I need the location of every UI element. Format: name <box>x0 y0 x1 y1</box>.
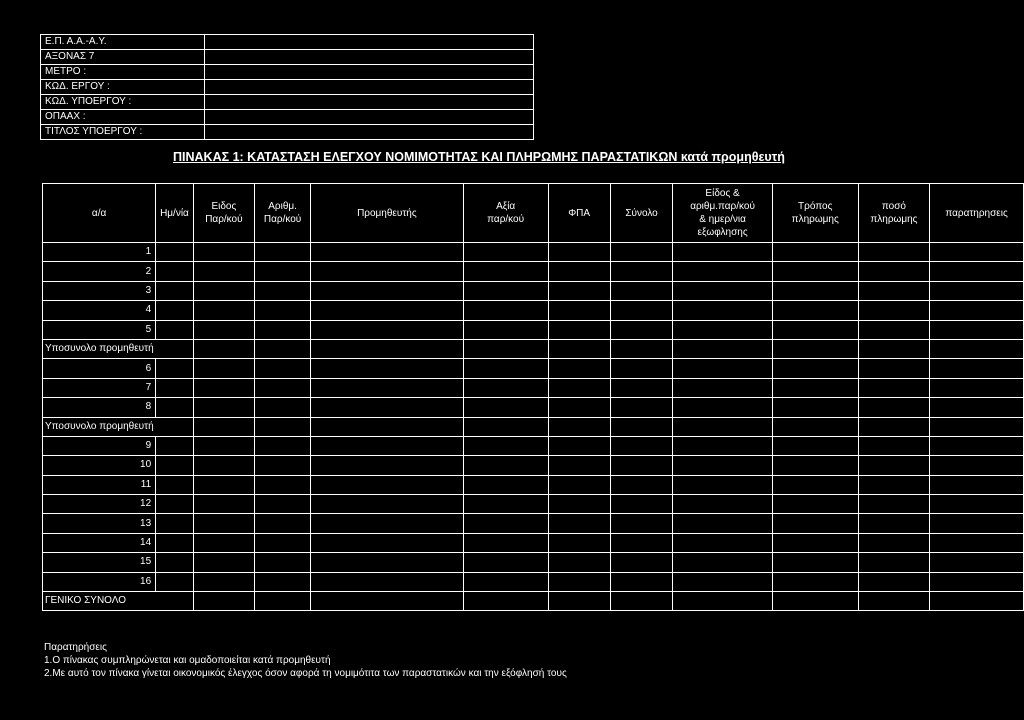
table-cell <box>156 378 194 397</box>
header-info-row <box>41 125 534 140</box>
column-header: Αξία παρ/κού <box>463 184 548 243</box>
header-info-value <box>205 35 534 50</box>
table-cell <box>610 417 673 436</box>
subtotal-row <box>43 339 1024 358</box>
table-cell <box>858 592 929 611</box>
table-cell <box>772 281 858 300</box>
table-cell <box>548 475 610 494</box>
notes-heading: Παρατηρήσεις <box>44 642 107 653</box>
table-cell <box>156 281 194 300</box>
column-header: Ειδος Παρ/κού <box>193 184 254 243</box>
table-cell <box>610 339 673 358</box>
table-cell <box>548 572 610 591</box>
table-cell <box>610 495 673 514</box>
table-row <box>43 398 1024 417</box>
table-cell <box>255 339 311 358</box>
table-cell <box>673 533 772 552</box>
row-number: 8 <box>43 398 156 417</box>
table-cell <box>156 533 194 552</box>
table-cell <box>156 417 194 436</box>
table-cell <box>255 533 311 552</box>
table-cell <box>311 243 464 262</box>
table-cell <box>930 475 1024 494</box>
header-info-row <box>41 35 534 50</box>
table-cell <box>772 456 858 475</box>
table-cell <box>858 398 929 417</box>
notes-section <box>44 641 567 680</box>
table-cell <box>463 378 548 397</box>
table-cell <box>255 592 311 611</box>
header-info-value <box>205 80 534 95</box>
table-cell <box>930 301 1024 320</box>
table-cell <box>255 281 311 300</box>
table-cell <box>673 359 772 378</box>
table-cell <box>463 417 548 436</box>
header-info-label: ΚΩΔ. ΕΡΓΟΥ : <box>41 80 205 95</box>
table-cell <box>156 514 194 533</box>
table-cell <box>610 592 673 611</box>
table-cell <box>548 301 610 320</box>
table-cell <box>156 456 194 475</box>
table-cell <box>193 436 254 455</box>
table-cell <box>311 417 464 436</box>
column-header: παρατηρησεις <box>930 184 1024 243</box>
table-cell <box>930 533 1024 552</box>
table-cell <box>772 514 858 533</box>
table-cell <box>156 436 194 455</box>
table-cell <box>772 243 858 262</box>
subtotal-row <box>43 592 1024 611</box>
row-number: 13 <box>43 514 156 533</box>
table-cell <box>255 553 311 572</box>
table-cell <box>930 378 1024 397</box>
table-cell <box>311 301 464 320</box>
table-cell <box>548 495 610 514</box>
header-info-value <box>205 95 534 110</box>
table-cell <box>772 398 858 417</box>
table-cell <box>772 572 858 591</box>
table-cell <box>858 553 929 572</box>
header-info-value <box>205 110 534 125</box>
table-cell <box>673 572 772 591</box>
table-cell <box>193 301 254 320</box>
table-cell <box>156 359 194 378</box>
table-cell <box>772 339 858 358</box>
table-cell <box>673 378 772 397</box>
table-cell <box>930 417 1024 436</box>
table-cell <box>156 572 194 591</box>
table-cell <box>673 475 772 494</box>
table-cell <box>772 475 858 494</box>
table-cell <box>463 339 548 358</box>
table-cell <box>858 378 929 397</box>
table-row <box>43 262 1024 281</box>
table-cell <box>858 495 929 514</box>
table-cell <box>858 339 929 358</box>
table-row <box>43 243 1024 262</box>
table-cell <box>548 262 610 281</box>
table-cell <box>463 533 548 552</box>
table-cell <box>311 398 464 417</box>
table-cell <box>193 514 254 533</box>
table-cell <box>548 592 610 611</box>
table-cell <box>255 572 311 591</box>
table-cell <box>930 456 1024 475</box>
table-row <box>43 301 1024 320</box>
table-cell <box>858 572 929 591</box>
row-number: 5 <box>43 320 156 339</box>
table-cell <box>548 378 610 397</box>
column-header: Προμηθευτής <box>311 184 464 243</box>
table-cell <box>463 495 548 514</box>
table-cell <box>930 320 1024 339</box>
row-number: 7 <box>43 378 156 397</box>
table-cell <box>311 262 464 281</box>
table-cell <box>673 281 772 300</box>
table-cell <box>193 592 254 611</box>
subtotal-row <box>43 417 1024 436</box>
header-info-label: ΤΙΤΛΟΣ ΥΠΟΕΡΓΟΥ : <box>41 125 205 140</box>
table-cell <box>610 378 673 397</box>
table-cell <box>610 514 673 533</box>
table-cell <box>610 572 673 591</box>
table-cell <box>548 533 610 552</box>
table-row <box>43 495 1024 514</box>
table-cell <box>463 553 548 572</box>
table-cell <box>156 495 194 514</box>
table-cell <box>772 417 858 436</box>
table-cell <box>858 514 929 533</box>
table-cell <box>156 398 194 417</box>
table-row <box>43 553 1024 572</box>
table-cell <box>673 243 772 262</box>
table-cell <box>673 495 772 514</box>
table-cell <box>156 301 194 320</box>
table-cell <box>156 320 194 339</box>
table-cell <box>610 456 673 475</box>
table-cell <box>772 320 858 339</box>
header-info-row <box>41 95 534 110</box>
table-cell <box>772 495 858 514</box>
table-cell <box>930 281 1024 300</box>
table-cell <box>463 592 548 611</box>
table-cell <box>548 436 610 455</box>
table-cell <box>858 475 929 494</box>
table-cell <box>548 243 610 262</box>
table-cell <box>255 359 311 378</box>
table-cell <box>673 553 772 572</box>
table-cell <box>193 398 254 417</box>
table-cell <box>193 281 254 300</box>
table-cell <box>311 514 464 533</box>
table-cell <box>548 320 610 339</box>
table-cell <box>193 456 254 475</box>
table-cell <box>255 262 311 281</box>
table-cell <box>930 359 1024 378</box>
table-cell <box>463 436 548 455</box>
table-cell <box>156 475 194 494</box>
header-info-label: ΜΕΤΡΟ : <box>41 65 205 80</box>
table-cell <box>463 281 548 300</box>
table-cell <box>193 320 254 339</box>
table-cell <box>610 359 673 378</box>
table-row <box>43 281 1024 300</box>
table-cell <box>463 301 548 320</box>
table-cell <box>930 592 1024 611</box>
header-info-label: ΑΞΟΝΑΣ 7 <box>41 50 205 65</box>
table-cell <box>858 301 929 320</box>
table-cell <box>156 592 194 611</box>
table-cell <box>858 417 929 436</box>
table-cell <box>156 243 194 262</box>
note-line-1: 1.Ο πίνακας συμπληρώνεται και ομαδοποιείται κατά προμηθευτή <box>44 655 331 666</box>
table-row <box>43 475 1024 494</box>
table-cell <box>311 436 464 455</box>
column-header: ποσό πληρωμης <box>858 184 929 243</box>
table-cell <box>673 339 772 358</box>
table-cell <box>255 475 311 494</box>
table-cell <box>193 243 254 262</box>
table-cell <box>673 301 772 320</box>
table-cell <box>463 572 548 591</box>
header-info-label: ΟΠΑΑΧ : <box>41 110 205 125</box>
table-cell <box>610 243 673 262</box>
column-header: Σύνολο <box>610 184 673 243</box>
header-info-value <box>205 50 534 65</box>
table-cell <box>548 514 610 533</box>
table-cell <box>772 378 858 397</box>
header-info-value <box>205 65 534 80</box>
table-cell <box>673 417 772 436</box>
status-table <box>42 183 1024 611</box>
table-cell <box>311 320 464 339</box>
column-header: α/α <box>43 184 156 243</box>
table-row <box>43 359 1024 378</box>
table-cell <box>193 553 254 572</box>
table-cell <box>255 417 311 436</box>
table-cell <box>311 495 464 514</box>
table-cell <box>463 456 548 475</box>
table-cell <box>548 281 610 300</box>
table-row <box>43 436 1024 455</box>
table-row <box>43 320 1024 339</box>
table-cell <box>548 417 610 436</box>
table-cell <box>930 514 1024 533</box>
table-cell <box>930 495 1024 514</box>
table-cell <box>463 475 548 494</box>
table-cell <box>311 592 464 611</box>
table-cell <box>463 398 548 417</box>
table-cell <box>772 592 858 611</box>
table-cell <box>311 475 464 494</box>
column-header: Αριθμ. Παρ/κού <box>255 184 311 243</box>
table-cell <box>673 320 772 339</box>
header-info-row <box>41 50 534 65</box>
column-header: Ημ/νία <box>156 184 194 243</box>
table-cell <box>610 301 673 320</box>
table-cell <box>255 301 311 320</box>
table-cell <box>193 533 254 552</box>
row-number: 15 <box>43 553 156 572</box>
table-cell <box>548 456 610 475</box>
header-info-row <box>41 80 534 95</box>
table-cell <box>193 495 254 514</box>
header-info-row <box>41 65 534 80</box>
table-cell <box>463 243 548 262</box>
table-cell <box>193 262 254 281</box>
table-cell <box>930 398 1024 417</box>
table-cell <box>311 533 464 552</box>
header-info-value <box>205 125 534 140</box>
table-row <box>43 572 1024 591</box>
table-cell <box>311 456 464 475</box>
table-cell <box>255 378 311 397</box>
table-cell <box>858 359 929 378</box>
table-cell <box>255 398 311 417</box>
table-row <box>43 514 1024 533</box>
table-cell <box>930 553 1024 572</box>
table-cell <box>858 262 929 281</box>
table-cell <box>930 339 1024 358</box>
table-cell <box>673 262 772 281</box>
table-cell <box>858 436 929 455</box>
table-cell <box>610 553 673 572</box>
row-number: 9 <box>43 436 156 455</box>
table-cell <box>311 553 464 572</box>
table-cell <box>193 339 254 358</box>
subtotal-label: ΓΕΝΙΚΟ ΣΥΝΟΛΟ <box>43 592 156 611</box>
row-number: 6 <box>43 359 156 378</box>
column-header: Τρόπος πληρωμης <box>772 184 858 243</box>
table-title: ΠΙΝΑΚΑΣ 1: ΚΑΤΑΣΤΑΣΗ ΕΛΕΓΧΟΥ ΝΟΜΙΜΟΤΗΤΑΣ ΚΑΙ ΠΛΗΡΩΜΗΣ ΠΑΡΑΣΤΑΤΙΚΩΝ κατά προμηθευτή <box>173 150 785 164</box>
table-cell <box>548 398 610 417</box>
table-cell <box>772 359 858 378</box>
table-cell <box>156 553 194 572</box>
table-cell <box>930 243 1024 262</box>
table-cell <box>193 359 254 378</box>
table-row <box>43 533 1024 552</box>
row-number: 2 <box>43 262 156 281</box>
table-cell <box>311 572 464 591</box>
table-cell <box>548 359 610 378</box>
table-cell <box>193 572 254 591</box>
table-cell <box>610 262 673 281</box>
table-cell <box>255 436 311 455</box>
table-cell <box>255 456 311 475</box>
column-header: Είδος & αριθμ.παρ/κού & ημερ/νια εξωφλησης <box>673 184 772 243</box>
row-number: 1 <box>43 243 156 262</box>
table-cell <box>772 436 858 455</box>
table-cell <box>311 359 464 378</box>
table-cell <box>772 262 858 281</box>
table-cell <box>673 456 772 475</box>
subtotal-label: Υποσυνολο προμηθευτή <box>43 417 156 436</box>
table-row <box>43 378 1024 397</box>
table-cell <box>858 533 929 552</box>
table-cell <box>610 281 673 300</box>
table-cell <box>858 320 929 339</box>
table-cell <box>772 301 858 320</box>
table-cell <box>673 436 772 455</box>
table-cell <box>193 475 254 494</box>
table-cell <box>930 572 1024 591</box>
column-header-row <box>43 184 1024 243</box>
table-cell <box>255 243 311 262</box>
table-cell <box>610 320 673 339</box>
table-cell <box>673 514 772 533</box>
header-info-label: Ε.Π. Α.Α.-Α.Υ. <box>41 35 205 50</box>
table-cell <box>548 553 610 572</box>
note-line-2: 2.Με αυτό τον πίνακα γίνεται οικονομικός έλεγχος όσον αφορά τη νομιμότιτα των παραστατικών και την εξόφλησή τους <box>44 668 567 679</box>
table-cell <box>156 262 194 281</box>
table-cell <box>858 456 929 475</box>
row-number: 11 <box>43 475 156 494</box>
table-cell <box>255 495 311 514</box>
table-cell <box>610 533 673 552</box>
table-cell <box>193 417 254 436</box>
header-info-label: ΚΩΔ. ΥΠΟΕΡΓΟΥ : <box>41 95 205 110</box>
row-number: 16 <box>43 572 156 591</box>
table-cell <box>463 359 548 378</box>
row-number: 14 <box>43 533 156 552</box>
table-cell <box>255 320 311 339</box>
column-header: ΦΠΑ <box>548 184 610 243</box>
subtotal-label: Υποσυνολο προμηθευτή <box>43 339 156 358</box>
table-cell <box>610 398 673 417</box>
table-cell <box>610 475 673 494</box>
table-cell <box>463 262 548 281</box>
table-cell <box>772 533 858 552</box>
table-cell <box>673 398 772 417</box>
row-number: 3 <box>43 281 156 300</box>
table-cell <box>858 281 929 300</box>
table-cell <box>311 281 464 300</box>
table-cell <box>548 339 610 358</box>
table-cell <box>610 436 673 455</box>
table-cell <box>255 514 311 533</box>
header-info-table <box>40 34 534 140</box>
table-cell <box>311 378 464 397</box>
table-cell <box>930 262 1024 281</box>
table-cell <box>463 514 548 533</box>
table-cell <box>193 378 254 397</box>
table-cell <box>930 436 1024 455</box>
table-cell <box>772 553 858 572</box>
table-cell <box>156 339 194 358</box>
header-info-row <box>41 110 534 125</box>
row-number: 4 <box>43 301 156 320</box>
table-cell <box>858 243 929 262</box>
row-number: 12 <box>43 495 156 514</box>
table-cell <box>673 592 772 611</box>
table-cell <box>463 320 548 339</box>
row-number: 10 <box>43 456 156 475</box>
table-cell <box>311 339 464 358</box>
table-row <box>43 456 1024 475</box>
